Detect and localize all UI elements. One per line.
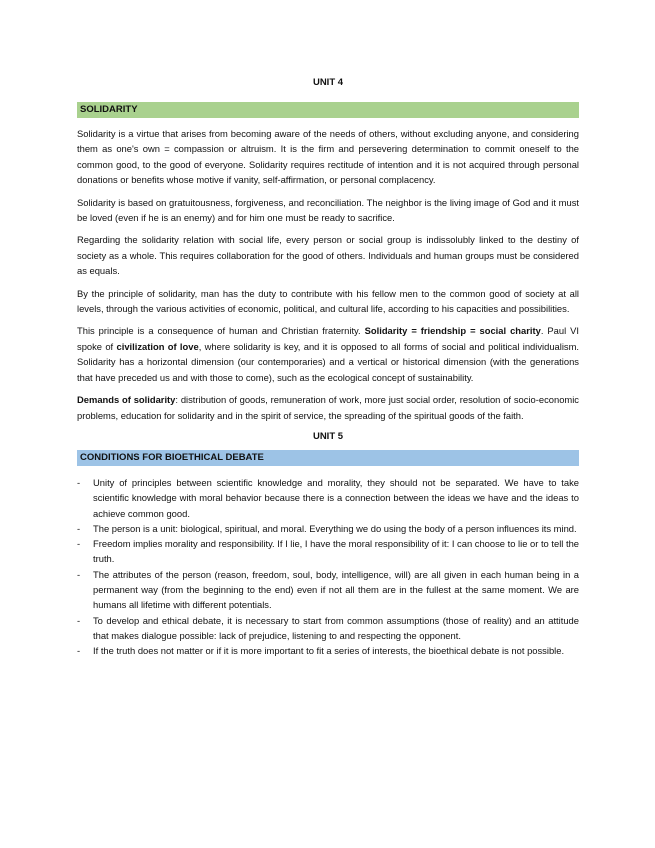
list-item — [77, 643, 579, 658]
p6-bold-demands: Demands of solidarity — [77, 394, 176, 406]
list-item-text: If the truth does not matter or if it is more important to fit a series of interests, the bioethical debate is not possible. — [93, 645, 565, 657]
conditions-list — [77, 475, 579, 659]
list-item — [77, 521, 579, 536]
solidarity-paragraph-4: By the principle of solidarity, man has the duty to contribute with his fellow men to the common good of society at all levels, through the various activities of economic, political, and cultural life, according to his capacities and possibilities. — [77, 287, 579, 315]
list-item-text: To develop and ethical debate, it is necessary to start from common assumptions (those of reality) and an attitude that makes dialogue possible: lack of prejudice, listening to and respecting the opponent. — [93, 614, 579, 641]
document-page — [77, 76, 579, 658]
solidarity-paragraph-3: Regarding the solidarity relation with social life, every person or social group is indissolubly linked to the destiny of society as a whole. This requires collaboration for the good of others. Individuals and human groups must be considered as equals. — [77, 234, 579, 277]
solidarity-heading: SOLIDARITY — [77, 102, 579, 118]
bioethical-debate-heading: CONDITIONS FOR BIOETHICAL DEBATE — [77, 450, 579, 466]
list-item — [77, 613, 579, 644]
dash-bullet: - — [77, 476, 81, 488]
list-item-text: The attributes of the person (reason, freedom, soul, body, intelligence, will) are all given in each human being in a permanent way (from the beginning to the end) even if not all them are in the fullest at the same moment. We are humans all lifetime with different potentials. — [93, 568, 579, 611]
p6-text: : distribution of goods, remuneration of work, more just social order, resolution of socio-economic problems, education for solidarity and in the spirit of service, the spreading of the spiritual goods of the faith. — [77, 394, 579, 421]
solidarity-paragraph-5 — [77, 323, 579, 385]
list-item-text: The person is a unit: biological, spiritual, and moral. Everything we do using the body of a person influences its mind. — [93, 522, 577, 534]
list-item — [77, 567, 579, 613]
list-item-text: Freedom implies morality and responsibility. If I lie, I have the moral responsibility of it: I can choose to lie or to tell the truth. — [93, 538, 579, 565]
p5-text-b: . Paul VI spoke of — [77, 325, 580, 352]
p5-bold-civilization-of-love: civilization of love — [116, 340, 199, 352]
list-item — [77, 536, 579, 567]
solidarity-paragraph-2: Solidarity is based on gratuitousness, forgiveness, and reconciliation. The neighbor is the living image of God and it must be loved (even if he is an enemy) and for him one must be ready to sacrifice. — [77, 196, 579, 224]
unit-4-title: UNIT 4 — [312, 77, 344, 88]
solidarity-paragraph-6 — [77, 392, 579, 423]
unit-5-title: UNIT 5 — [312, 430, 344, 442]
dash-bullet: - — [77, 568, 81, 580]
dash-bullet: - — [77, 614, 81, 626]
list-item — [77, 475, 579, 521]
p5-text-a: This principle is a consequence of human and Christian fraternity. — [77, 325, 365, 337]
list-item-text: Unity of principles between scientific knowledge and morality, they should not be separated. We have to take scientific knowledge with moral behavior because there is a connection between the ideas we have and the ideas to achieve common good. — [93, 476, 579, 519]
solidarity-paragraph-1: Solidarity is a virtue that arises from becoming aware of the needs of others, without excluding anyone, and considering them as one's own = compassion or altruism. It is the firm and persevering determination to commit oneself to the common good, to the good of everyone. Solidarity requires rectitude of intention and it is not acquired through personal donations or benefits whose motive if vanity, self-affirmation, or personal complacency. — [77, 128, 579, 186]
dash-bullet: - — [77, 538, 81, 550]
p5-bold-solidarity-friendship: Solidarity = friendship = social charity — [364, 325, 541, 337]
dash-bullet: - — [77, 645, 81, 657]
dash-bullet: - — [77, 522, 81, 534]
p5-text-c: , where solidarity is key, and it is opposed to all forms of social and political individualism. Solidarity has a horizontal dimension (our contemporaries) and a vertical or historical dimension (with the generations that have preceded us and with those to come), such as the ecological concept of sustainability. — [77, 340, 580, 383]
